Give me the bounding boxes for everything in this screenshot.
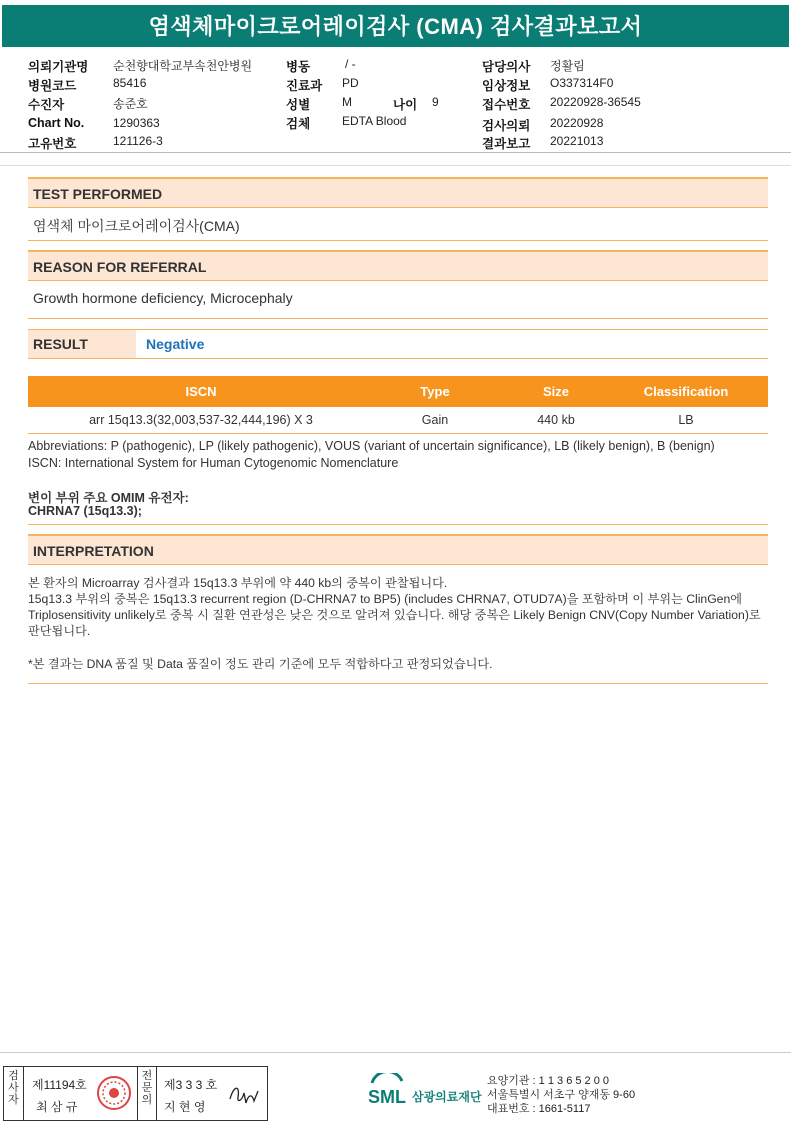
- label-patient: 수진자: [28, 98, 65, 112]
- test-performed-heading: TEST PERFORMED: [28, 177, 768, 208]
- examiner-license: 제11194호: [32, 1078, 87, 1092]
- specialist-license: 제3 3 3 호: [164, 1078, 218, 1092]
- label-doctor: 담당의사: [482, 60, 531, 74]
- footer-divider: [0, 1052, 791, 1053]
- interpretation-heading: INTERPRETATION: [28, 534, 768, 565]
- value-age: 9: [432, 95, 439, 109]
- result-label: RESULT: [28, 330, 136, 358]
- value-clinical-info: O337314F0: [550, 76, 614, 90]
- label-request-date: 검사의뢰: [482, 119, 531, 133]
- org-name: 삼광의료재단: [412, 1090, 482, 1104]
- table-row: [28, 407, 768, 434]
- value-department: PD: [342, 76, 359, 90]
- signature-box: [3, 1066, 268, 1121]
- label-ward: 병동: [286, 60, 311, 74]
- divider: [28, 683, 768, 684]
- label-unique-no: 고유번호: [28, 137, 77, 151]
- org-phone: 대표번호 : 1661-5117: [487, 1103, 591, 1115]
- label-clinical-info: 임상정보: [482, 79, 531, 93]
- reason-heading: REASON FOR REFERRAL: [28, 250, 768, 281]
- table-header: [28, 376, 768, 407]
- value-chart-no: 1290363: [113, 116, 160, 130]
- value-hospital-code: 85416: [113, 76, 147, 90]
- signature-icon: [226, 1079, 262, 1109]
- reason-value: Growth hormone deficiency, Microcephaly: [33, 290, 293, 306]
- label-hospital-code: 병원코드: [28, 79, 77, 93]
- cell-classification: LB: [678, 413, 694, 427]
- label-chart-no: Chart No.: [28, 116, 85, 130]
- org-address: 서울특별시 서초구 양재동 9-60: [487, 1089, 636, 1101]
- report-title: 염색체마이크로어레이검사 (CMA) 검사결과보고서: [2, 5, 789, 47]
- value-request-date: 20220928: [550, 116, 604, 130]
- cell-iscn: arr 15q13.3(32,003,537-32,444,196) X 3: [89, 413, 313, 427]
- specialist-label: 전문의: [137, 1067, 157, 1120]
- value-receipt-no: 20220928-36545: [550, 95, 641, 109]
- label-sex: 성별: [286, 98, 311, 112]
- abbreviations: Abbreviations: P (pathogenic), LP (likely pathogenic), VOUS (variant of uncertain significance), LB (likely benign), B (benign): [28, 439, 715, 453]
- label-report-date: 결과보고: [482, 137, 531, 151]
- label-receipt-no: 접수번호: [482, 98, 531, 112]
- value-specimen: EDTA Blood: [342, 114, 407, 128]
- examiner-seal: [96, 1075, 132, 1111]
- value-institution: 순천향대학교부속천안병원: [113, 59, 253, 73]
- header-divider: [0, 152, 791, 153]
- col-header-type: Type: [420, 384, 450, 399]
- value-ward: / -: [345, 57, 356, 71]
- label-specimen: 검체: [286, 117, 311, 131]
- cell-type: Gain: [421, 413, 449, 427]
- omim-heading: 변이 부위 주요 OMIM 유전자:: [28, 491, 189, 505]
- examiner-label: 검사자: [4, 1067, 24, 1120]
- org-info: [487, 1074, 635, 1116]
- label-institution: 의뢰기관명: [28, 60, 89, 74]
- divider: [28, 318, 768, 319]
- interpretation-note: *본 결과는 DNA 품질 및 Data 품질이 정도 관리 기준에 모두 적합하다고 판정되었습니다.: [28, 657, 493, 671]
- divider: [28, 240, 768, 241]
- col-header-iscn: ISCN: [185, 384, 217, 399]
- value-doctor: 정활림: [550, 59, 585, 73]
- iscn-note: ISCN: International System for Human Cytogenomic Nomenclature: [28, 456, 399, 470]
- sml-logo-icon: [366, 1073, 410, 1109]
- value-unique-no: 121126-3: [113, 134, 163, 148]
- header-divider-2: [0, 165, 791, 166]
- result-value: Negative: [146, 336, 205, 352]
- label-age: 나이: [393, 98, 418, 112]
- label-department: 진료과: [286, 79, 323, 93]
- interpretation-p2: 15q13.3 부위의 중복은 15q13.3 recurrent region (D-CHRNA7 to BP5) (includes CHRNA7, OTUD7A)을 포함하며 이 부위는 ClinGen에 Triplosensitivity unlikely로 중복 시 질환 연관성은 낮은 것으로 알려져 있습니다. 해당 중복은 Likely Benign CNV(Copy Number Variation)로 판단됩니다.: [28, 592, 761, 638]
- test-performed-value: 염색체 마이크로어레이검사(CMA): [33, 218, 240, 234]
- specialist-name: 지 현 영: [164, 1100, 206, 1114]
- col-header-classification: Classification: [643, 384, 729, 399]
- divider: [28, 524, 768, 525]
- interpretation-p1: 본 환자의 Microarray 검사결과 15q13.3 부위에 약 440 kb의 중복이 관찰됩니다.: [28, 576, 448, 590]
- examiner-name: 최 삼 규: [36, 1100, 78, 1114]
- result-row: [28, 329, 768, 359]
- cell-size: 440 kb: [537, 413, 575, 427]
- sml-logo-text: SML: [368, 1087, 406, 1107]
- col-header-size: Size: [542, 384, 569, 399]
- omim-value: CHRNA7 (15q13.3);: [28, 504, 142, 518]
- org-code: 요양기관 : 1 1 3 6 5 2 0 0: [487, 1075, 610, 1087]
- value-patient: 송준호: [113, 97, 148, 111]
- value-report-date: 20221013: [550, 134, 604, 148]
- value-sex: M: [342, 95, 352, 109]
